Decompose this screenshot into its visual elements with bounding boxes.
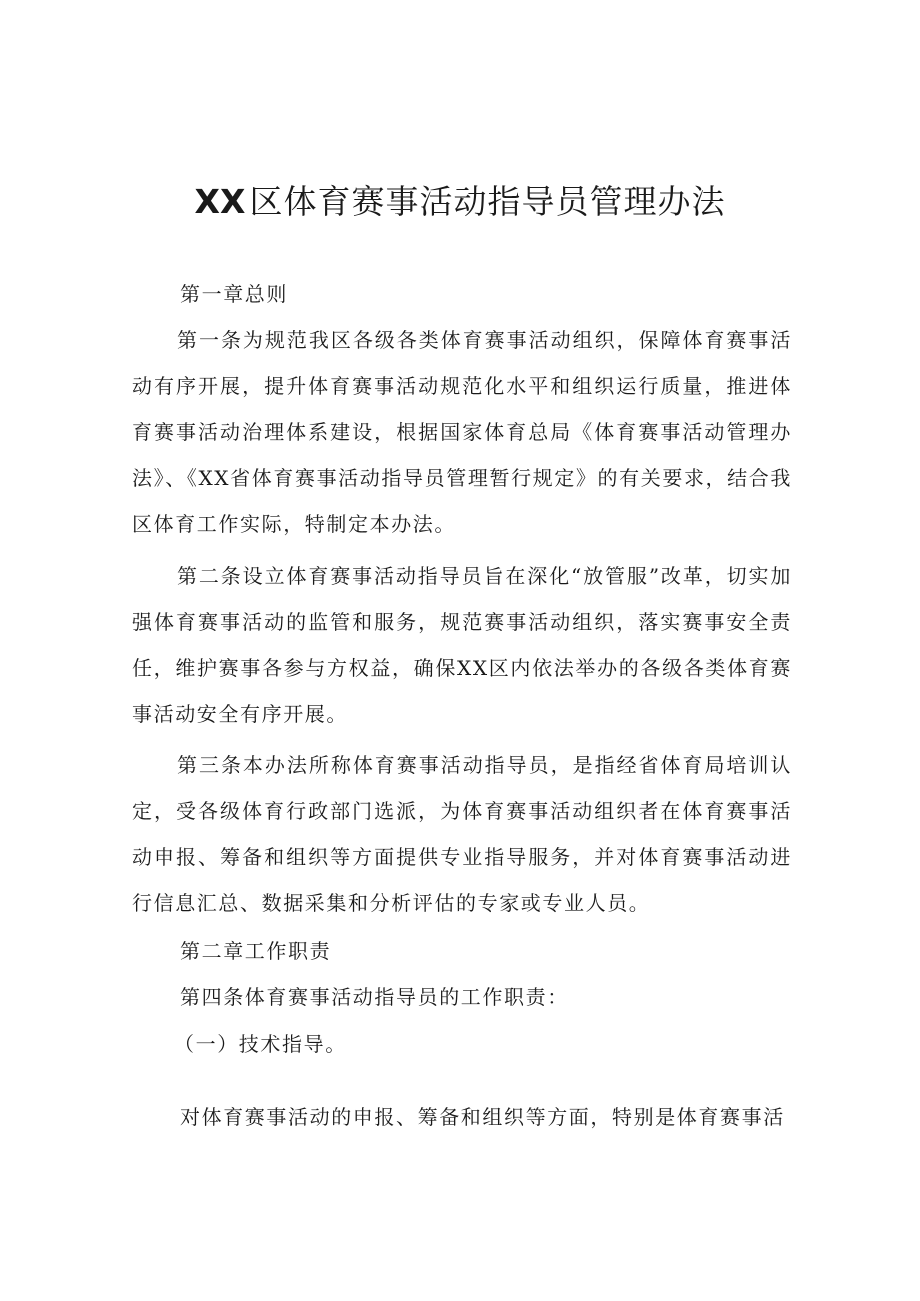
- item-1-paragraph: 对体育赛事活动的申报、筹备和组织等方面，特别是体育赛事活: [180, 1105, 785, 1129]
- document-title: [0, 176, 920, 228]
- item-1-heading: （一）技术指导。: [174, 1032, 347, 1056]
- article-1-paragraph: 第一条为规范我区各级各类体育赛事活动组织，保障体育赛事活动有序开展，提升体育赛事活动规范化水平和组织运行质量，推进体育赛事活动治理体系建设，根据国家体育总局《体育赛事活动管理办法》、《XX省体育赛事活动指导员管理暂行规定》的有关要求，结合我区体育工作实际，特制定本办法。: [132, 328, 792, 536]
- article-3-paragraph: 第三条本办法所称体育赛事活动指导员，是指经省体育局培训认定，受各级体育行政部门选派，为体育赛事活动组织者在体育赛事活动申报、筹备和组织等方面提供专业指导服务，并对体育赛事活动进行信息汇总、数据采集和分析评估的专家或专业人员。: [132, 753, 792, 915]
- article-2-paragraph: 第二条设立体育赛事活动指导员旨在深化“放管服”改革，切实加强体育赛事活动的监管和服务，规范赛事活动组织，落实赛事安全责任，维护赛事各参与方权益，确保XX区内依法举办的各级各类体育赛事活动安全有序开展。: [132, 564, 792, 726]
- title-main: 区体育赛事活动指导员管理办法: [249, 182, 726, 221]
- chapter-2-heading: 第二章工作职责: [180, 939, 332, 963]
- chapter-1-heading: 第一章总则: [180, 282, 288, 306]
- article-4-heading: 第四条体育赛事活动指导员的工作职责：: [180, 985, 569, 1009]
- title-prefix: XX: [194, 182, 246, 221]
